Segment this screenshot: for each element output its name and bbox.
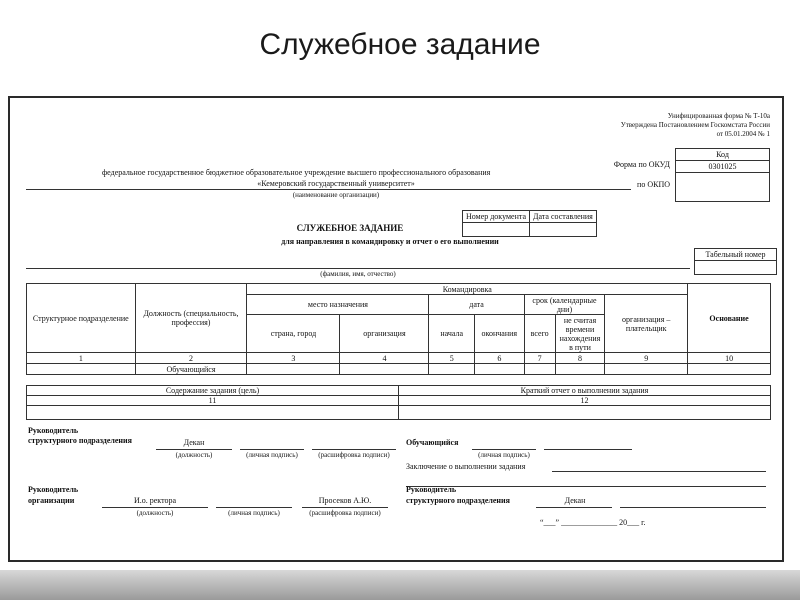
task-report-header: Краткий отчет о выполнении задания: [399, 386, 771, 396]
okud-code: 0301025: [676, 161, 769, 173]
col-country-city: страна, город: [247, 315, 340, 353]
task-report-num: 12: [399, 396, 771, 406]
col-term: срок (календарные дни): [524, 295, 605, 315]
head-unit-label-1: Руководитель: [28, 426, 79, 435]
caption-signature: (личная подпись): [246, 451, 298, 459]
organization-line2: «Кемеровский государственный университет»: [257, 179, 415, 188]
unified-form-label: Унифицированная форма № Т-10а: [667, 112, 770, 120]
col-num: 10: [688, 353, 771, 364]
slide-title: Служебное задание: [259, 28, 541, 61]
col-not-counting: не считая времени нахождения в пути: [555, 315, 605, 353]
col-end: окончания: [474, 315, 524, 353]
col-num: 7: [524, 353, 555, 364]
head-unit-position: Декан: [183, 438, 205, 447]
col-position: Должность (специальность, профессия): [135, 284, 247, 353]
col-basis: Основание: [688, 284, 771, 353]
task-content-header: Содержание задания (цель): [27, 386, 399, 396]
col-num: 6: [474, 353, 524, 364]
head-unit2-label-1: Руководитель: [406, 485, 457, 494]
assignment-table: [26, 283, 771, 375]
form-title: СЛУЖЕБНОЕ ЗАДАНИЕ: [296, 223, 404, 233]
code-header: Код: [676, 149, 769, 161]
form-subtitle: для направления в командировку и отчет о его выполнении: [281, 237, 499, 246]
rector-name: Просеков А.Ю.: [318, 496, 372, 505]
caption-decoding: (расшифровка подписи): [318, 451, 390, 459]
task-content-num: 11: [27, 396, 399, 406]
caption-position-2: (должность): [136, 509, 174, 517]
slide-footer-band: [0, 570, 800, 600]
approved-by-label: Утверждена Постановлением Госкомстата России: [620, 121, 770, 129]
task-report-value: [399, 406, 771, 420]
conclusion-label: Заключение о выполнении задания: [406, 462, 526, 471]
col-num: 5: [429, 353, 475, 364]
cell-position-value: Обучающийся: [135, 364, 247, 375]
doc-date-value: [530, 223, 597, 237]
date-line: “___” ______________ 20___ г.: [540, 518, 646, 527]
doc-date-header: Дата составления: [530, 211, 597, 223]
code-box: [675, 148, 770, 202]
okpo-label: по ОКПО: [637, 180, 670, 189]
col-total: всего: [524, 315, 555, 353]
okud-label: Форма по ОКУД: [613, 160, 670, 169]
col-num: 9: [605, 353, 688, 364]
student-label: Обучающийся: [406, 438, 459, 447]
col-date: дата: [429, 295, 524, 315]
head-org-label-2: организации: [28, 496, 75, 505]
col-start: начала: [429, 315, 475, 353]
col-komandirovka: Командировка: [247, 284, 688, 295]
col-num: 3: [247, 353, 340, 364]
doc-number-value: [463, 223, 530, 237]
head-unit2-position: Декан: [564, 496, 586, 505]
organization-caption: (наименование организации): [292, 191, 380, 199]
col-destination: место назначения: [247, 295, 429, 315]
tab-number-header: Табельный номер: [695, 249, 777, 261]
document-number-table: [462, 210, 597, 237]
tab-number-table: [694, 248, 777, 275]
col-num: 4: [340, 353, 429, 364]
student-caption-signature: (личная подпись): [478, 451, 530, 459]
col-num: 2: [135, 353, 247, 364]
col-num: 8: [555, 353, 605, 364]
head-unit2-label-2: структурного подразделения: [406, 496, 510, 505]
approved-date-label: от 05.01.2004 № 1: [716, 130, 770, 138]
doc-number-header: Номер документа: [463, 211, 530, 223]
head-org-label-1: Руководитель: [28, 485, 79, 494]
col-payer: организация – плательщик: [605, 295, 688, 353]
tab-number-value: [695, 261, 777, 275]
caption-position: (должность): [175, 451, 213, 459]
cell-structural-value: [27, 364, 136, 375]
form-document: [8, 96, 784, 562]
task-table: [26, 385, 771, 420]
okpo-code: [676, 173, 769, 201]
rector-position: И.о. ректора: [133, 496, 177, 505]
organization-line1: федеральное государственное бюджетное образовательное учреждение высшего профессионального образования: [102, 168, 491, 177]
task-content-value: [27, 406, 399, 420]
caption-signature-2: (личная подпись): [228, 509, 280, 517]
col-organization: организация: [340, 315, 429, 353]
col-num: 1: [27, 353, 136, 364]
fio-caption: (фамилия, имя, отчество): [320, 270, 396, 278]
col-structural: Структурное подразделение: [27, 284, 136, 353]
head-unit-label-2: структурного подразделения: [28, 436, 132, 445]
caption-decoding-2: (расшифровка подписи): [309, 509, 381, 517]
